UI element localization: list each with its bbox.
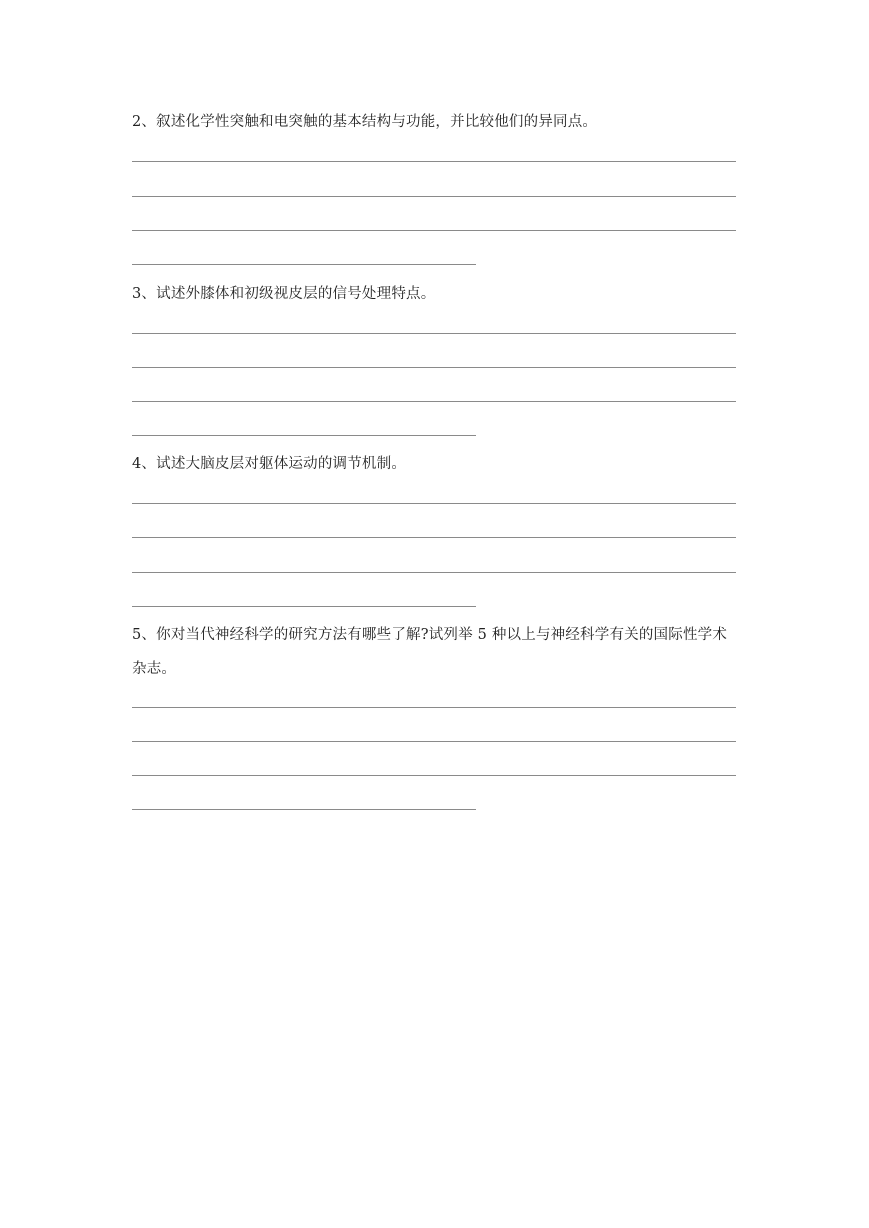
answer-line — [132, 741, 736, 742]
answer-line — [132, 264, 476, 265]
answer-line — [132, 503, 736, 504]
answer-line — [132, 572, 736, 573]
answer-line — [132, 606, 476, 607]
answer-line — [132, 401, 736, 402]
question-2-text: 2、叙述化学性突触和电突触的基本结构与功能，并比较他们的异同点。 — [132, 114, 598, 130]
answer-line — [132, 809, 476, 810]
question-3-text: 3、试述外膝体和初级视皮层的信号处理特点。 — [132, 286, 436, 302]
answer-line — [132, 707, 736, 708]
answer-line — [132, 537, 736, 538]
answer-line — [132, 230, 736, 231]
question-5-text: 5、你对当代神经科学的研究方法有哪些了解?试列举 5 种以上与神经科学有关的国际性学术杂志。 — [132, 627, 728, 677]
answer-line — [132, 161, 736, 162]
answer-line — [132, 435, 476, 436]
answer-line — [132, 775, 736, 776]
answer-line — [132, 333, 736, 334]
answer-line — [132, 367, 736, 368]
question-4-text: 4、试述大脑皮层对躯体运动的调节机制。 — [132, 456, 407, 472]
answer-line — [132, 196, 736, 197]
